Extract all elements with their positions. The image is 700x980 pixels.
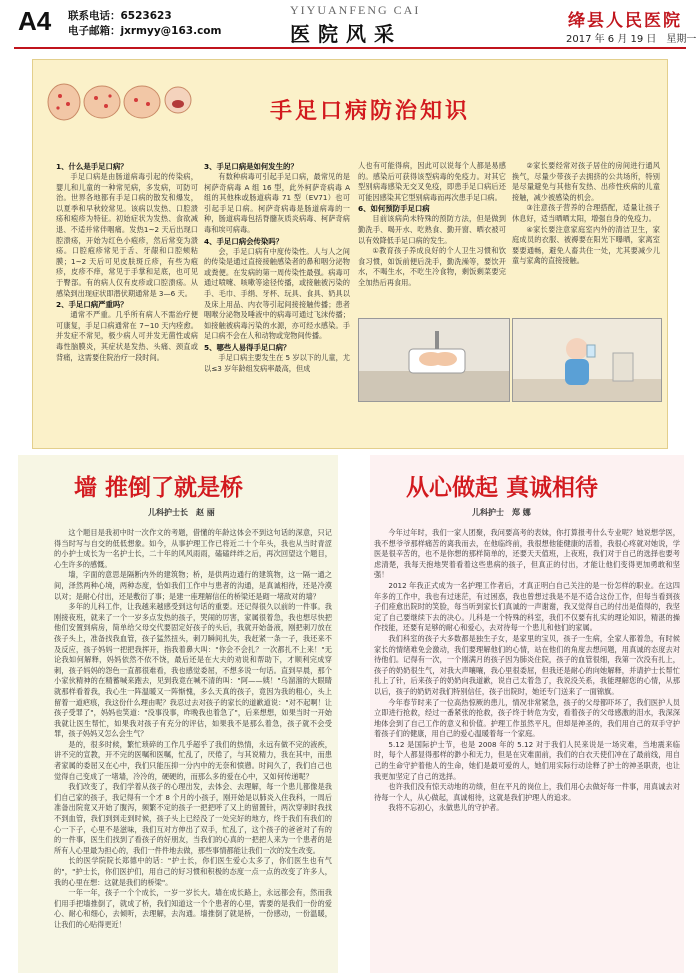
paragraph: 5.12 是国际护士节，也是 2008 年的 5.12 对于我们人民来说是一场灾难，当地震来临时，每个人都显得那样的渺小和无力，但是在灾难面前，我们的白衣天使们冲在了最前线，用自己的生命守护着他人的生命，她们是最可爱的人，她们用实际行动诠释了护士的神圣职责，也让我更加坚定了自己的选择。 — [374, 739, 680, 781]
paragraph: ③注意孩子营养的合理搭配，适量让孩子休息好，适当晒晒太阳，增强自身的免疫力。 — [512, 203, 660, 223]
top-article-title: 手足口病防治知识 — [270, 99, 471, 124]
paragraph: 会，手足口病有中度传染性。人与人之间的传染是通过直接接触感染者的鼻和咽分泌物或粪便。在发病的第一周传染性最强。病毒可通过喷嚏、咳嗽等途径传播，或接触被污染的手、毛巾、手绢、牙杯、玩具、食具、奶具以及床上用品、内衣等引起间接接触传播；患者咽喉分泌物及唾液中的病毒可通过飞沫传播；如接触被病毒污染的水源，亦可经水感染。手足口病不会在人和动物或宠物间传播。 — [204, 246, 350, 341]
right-article-body — [374, 528, 680, 970]
paragraph: 我们科室的孩子大多数都是独生子女，是家里的宝贝，孩子一生病，全家人都着急，有时候家长的情绪难免会激动，我们要理解他们的心情，站在他们的角度去想问题，用真诚的态度去对待他们。记得有一次，一个刚满月的孩子因为肺炎住院，孩子的血管很细，我第一次没有扎上，孩子的奶奶很生气，对我大声嚷嚷，我心里很委屈，但我还是耐心的向她解释，并请护士长帮忙扎上了针，后来孩子的奶奶向我道歉，说自己太着急了，我说没关系，我能理解您的心情，从那以后，孩子的奶奶对我们特别信任，孩子出院时，她还专门送来了一面锦旗。 — [374, 633, 680, 696]
paragraph: 也许我们没有惊天动地的功绩，但在平凡的岗位上，我们用心去做好每一件事，用真诚去对待每一个人，从心做起，真诚相待，这就是我们护理人的追求。 — [374, 782, 680, 802]
question-heading: 4、手足口病会传染吗？ — [204, 236, 284, 246]
paragraph: 今年春节时来了一位高热惊厥的患儿，情况非常紧急，孩子的父母都吓坏了，我们医护人员立即进行抢救，经过一番紧张的抢救，孩子终于转危为安，看着孩子的父母感激的泪水，我深深地体会到了自己工作的意义和价值。护理工作虽然平凡，但却是神圣的，我们用自己的双手守护着孩子们的健康，用自己的爱心温暖着每一个家庭。 — [374, 697, 680, 739]
paragraph: 目前该病尚未特殊的预防方法，但是做到勤洗手、喝开水、吃熟食、勤开窗、晒衣被可以有效降低手足口病的发生。 — [358, 214, 506, 245]
question-heading: 5、哪些人易得手足口病？ — [204, 342, 291, 352]
question-heading: 3、手足口病是如何发生的？ — [204, 162, 298, 171]
drinking-water-photo — [512, 318, 662, 402]
page-number: A4 — [18, 6, 52, 36]
header-rule — [14, 47, 686, 49]
question-heading: 1、什么是手足口病？ — [56, 162, 128, 171]
paragraph: 有数种病毒可引起手足口病，最常见的是柯萨奇病毒 A 组 16 型，此外柯萨奇病毒 A 组的其他株或肠道病毒 71 型（EV71）也可引起手足口病。柯萨奇病毒是肠道病毒的一种，肠道病毒包括脊髓灰质炎病毒、柯萨奇病毒和埃可病毒。 — [204, 172, 350, 234]
left-article-body — [54, 528, 332, 970]
right-article-title: 从心做起 真诚相待 — [406, 475, 599, 501]
paragraph: 这个题目是我初中时一次作文的考题，借懂的年龄这体会不到这句话的深意，只记得当时写与自交的低低想象。如今，从事护理工作已将近二十个年头，我也从当时青涩的小护士成长为一名护士长，二十年的风风雨雨，磕磕绊绊之后，再次回望这个题目，心生许多的感慨。 — [54, 528, 332, 569]
hand-washing-photo — [358, 318, 510, 402]
right-article-author: 儿科护士 郑 娜 — [472, 508, 531, 517]
phone-number: 6523623 — [120, 10, 172, 22]
paragraph: 2012 年我正式成为一名护理工作者后，才真正明白自己关注的是一份怎样的职业。在这四年多的工作中，我也有过迷茫，有过困惑，我也曾想过我是不是不适合这份工作，但每当看到孩子们痊愈出院时的笑脸，每当听到家长们真诚的一声谢谢，我又觉得自己的付出是值得的，我坚定了自己要继续下去的决心。儿科是一个特殊的科室，我们不仅要有扎实的理论知识，精湛的操作技能，还要有足够的耐心和爱心，去对待每一个患儿和他们的家属。 — [374, 580, 680, 633]
email-address: jxrmyy@163.com — [120, 25, 222, 37]
paragraph: 今年过年时，我们一家人团聚，我问要高考的表妹，你打算报考什么专业呢？她说想学医，我不想爷爷那样痛苦的离我而去，在他临终前，我很想他能健康的活着，我很心疼就对她说，学医是很辛苦的，也不是你想的那样简单的，还要天天值班，上夜班，我们对于自己的选择也要考虑清楚，我每天抱地哭着看着这些患病的孩子，但真正的付出，才能让他们变得更加勇敢和坚强！ — [374, 528, 680, 580]
section-title: 医院风采 — [290, 22, 402, 46]
issue-date: 2017 年 6 月 19 日 星期一 — [566, 34, 697, 45]
question-heading: 2、手足口病严重吗？ — [56, 300, 128, 310]
top-column-3 — [358, 161, 506, 311]
top-column-4 — [512, 161, 660, 311]
section-pinyin: YIYUANFENG CAI — [290, 3, 421, 17]
top-column-1 — [56, 161, 198, 397]
paragraph: 是的，很多时候，繁忙琐碎的工作几乎超乎了我们的热情，永远有做不完的液疾，讲不完的宣教，开不完的医嘱和医嘱，忙乱了，厌倦了，与其说精力，我在其中，而患者家属的委屈又在心中，我们只能压抑一分内中的无奈和愤懑。时间久了，我们自己也觉得自己变成了一堵墙，冷冷的，硬硬的，而那么多的爱在心中，又如何传递呢？ — [54, 739, 332, 781]
paragraph: 长的医学院院长郑德中的话："护士长，你们医生爱心太多了，你们医生也有气的"，"护士长，你们医护们，用自己的好习惯和积极的态度一点一点的改变了许多人，我的心里在想：这就是我们的桥梁"。 — [54, 856, 332, 887]
paragraph: ②家长要经常对孩子居住的房间进行通风换气，尽量少带孩子去拥挤的公共场所，特别是尽量避免与其他有发热、出疹性疾病的儿童接触，减少被感染的机会。 — [512, 161, 660, 202]
email-label: 电子邮箱： — [68, 25, 121, 37]
left-article-author: 儿科护士长 赵 丽 — [148, 508, 215, 517]
paragraph: ④家长要注意家庭室内外的清洁卫生，家庭成员的衣服、被褥要在阳光下曝晒，家离室要要通畅，避免人畜共住一处，尤其要减少儿童与家禽的直接接触。 — [512, 224, 660, 266]
phone-label: 联系电话： — [68, 10, 121, 22]
paragraph: 手足口病主要发生在 5 岁以下的儿童，尤以≤3 岁年龄组发病率最高，但成 — [204, 352, 350, 373]
paragraph: 墙，字面的意思是隔断内外的建筑物；桥，是供两边通行的建筑物，这一隔一通之间，泽然两种心境，两种态度，恰如我们工作中与患者的沟通，是真诚相待，还是冷漠以对；是耐心付出，还是敷衍了事；是建一座理解信任的桥梁还是砌一堵敌对的墙？ — [54, 570, 332, 601]
hand-foot-mouth-illustration — [44, 78, 192, 122]
question-heading: 6、如何预防手足口病 — [358, 204, 430, 214]
paragraph: 多年的儿科工作，让我越来越感受到这句话的重要。还记得很久以前的一件事。我刚接夜班，就来了一个一岁多点发热的孩子，哭闹的厉害，家属很着急，我也想尽快把他们安置到病房，简单给父母交代要固定好孩子的头后，我就开始备液，刚把刺刀放在孩子头上，准备找我血管，孩子猛然扭头，刺刀瞬间扎失，我赶紧一条一子，我还来不及反应，孩子妈妈一把把我挥开，指我着鼻大叫："你会不会扎？一次都扎不上来！"无论我如何解释，妈妈依然不依不饶，最后还是在大夫的劝说和帮助下，才顺利完成穿刺，孩子妈妈的怨色一直都很难看，我也感觉委屈，不想多说一句话。直到早晨，那个小家伙精神的在精蓄喊来跑去，见到我竟在喊不清的叫："阿——姨！"乌溜溜的大眼睛就那样看着我，我心生一阵温暖又一阵惭愧，多么天真的孩子，竟因为我的粗心，头上留着一道疤痕，我这份什么理由呢？我忍过去对孩子的家长的道歉道说："对不起啊！让孩子受罪了"，妈妈也笑道："没事没事，昨晚我也着急了"，后来想想，如果当时一开始我就让医生帮忙，如果我对孩子有充分的评估，如果我不是那么着急，孩子就不会受罪，孩子妈妈又怎么会生气？ — [54, 602, 332, 739]
paragraph: 手足口病是由肠道病毒引起的传染病，婴儿和儿童的一种常见病，多发病，可防可治。世界各地都有手足口病的散发和爆发，以夏季和早秋较常见。该病以发热、口腔溃疡和疱疹为特征。初始症状为发热、食欲减退、不适并常伴咽痛。发热1~2 天后出现口腔溃疡，开始为红色小疱疹，然后常变为溃疡。口腔疱疹常见于舌、牙龈和口腔颊粘膜；1~2 天后可见皮肤斑丘疹，有些为疱疹，皮疹不痒，常见于手掌和足底，也可见于臀部。有的病人仅有皮疹或口腔溃疡。从感染到出现症状即潜伏期通常是 3—6 天。 — [56, 172, 198, 298]
left-article-title: 墙 推倒了就是桥 — [74, 475, 244, 501]
paragraph: 通常不严重。几乎所有病人不需治疗便可康复，手足口病通常在 7~10 天内痊愈。并发症不常见，极少病人可并发无菌性或病毒性脑膜炎，其症状是发热、头痛、颈直或背痛，这需要住院治疗一段时间。 — [56, 310, 198, 362]
paragraph: 我们改变了，我们学着从孩子的心理出发，去体会、去理解，每一个患儿都像是我们自己家的孩子，我记得有一个才 8 个月的小孩子，刚开始是以肺炎入住我科，一周后准备出院竟又开始了腹泻，频繁不定的孩子一把把呼了又上的留置针，两次穿刺时我找不到血管，我们到到走到时候，孩子头上已经没了一处完好的地方，终于我们有我们的心一下子，心里不是滋味，我们互对方伸出了双手，忙乱了，这个孩子的爸爸对了有的的一件事，医生们找到了看孩子的好朋友，当我们的心真的一把把人来为一个患者的是所有人心里最为担心的，我们一件件地去做，那些事情都能让我们一次的发生改变。 — [54, 782, 332, 855]
contact-info — [68, 9, 221, 39]
newspaper-name: 绛县人民医院 — [568, 11, 682, 31]
paragraph: ①教育孩子养成良好的个人卫生习惯和饮食习惯，如饭前便后洗手，勤洗澡等，要饮开水，不喝生水，不吃生冷食物，剩饭剩菜要完全加热后再食用。 — [358, 246, 506, 287]
paragraph: 我将不忘初心，永做患儿的守护者。 — [388, 803, 504, 813]
page-header — [0, 0, 700, 48]
paragraph: 人也有可能得病，因此可以说每个人都是易感的。感染后可获得该型病毒的免疫力。对其它型别病毒感染无交叉免疫，即患手足口病后还可能因感染其它型别病毒而再次患手足口病。 — [358, 161, 506, 202]
top-column-2 — [204, 161, 350, 397]
paragraph: 一年一年，孩子一个个成长，一岁一岁长大。墙在成长路上，永远都会有，然而我们用手把墙推倒了，就成了桥，我们知道这一个个患者的心里，需要的是我们一份的爱心、耐心和细心，去倾听，去理解，去沟通。墙推倒了就是桥，一份感动，一份温暖，让我们的心贴得更近！ — [54, 888, 332, 929]
